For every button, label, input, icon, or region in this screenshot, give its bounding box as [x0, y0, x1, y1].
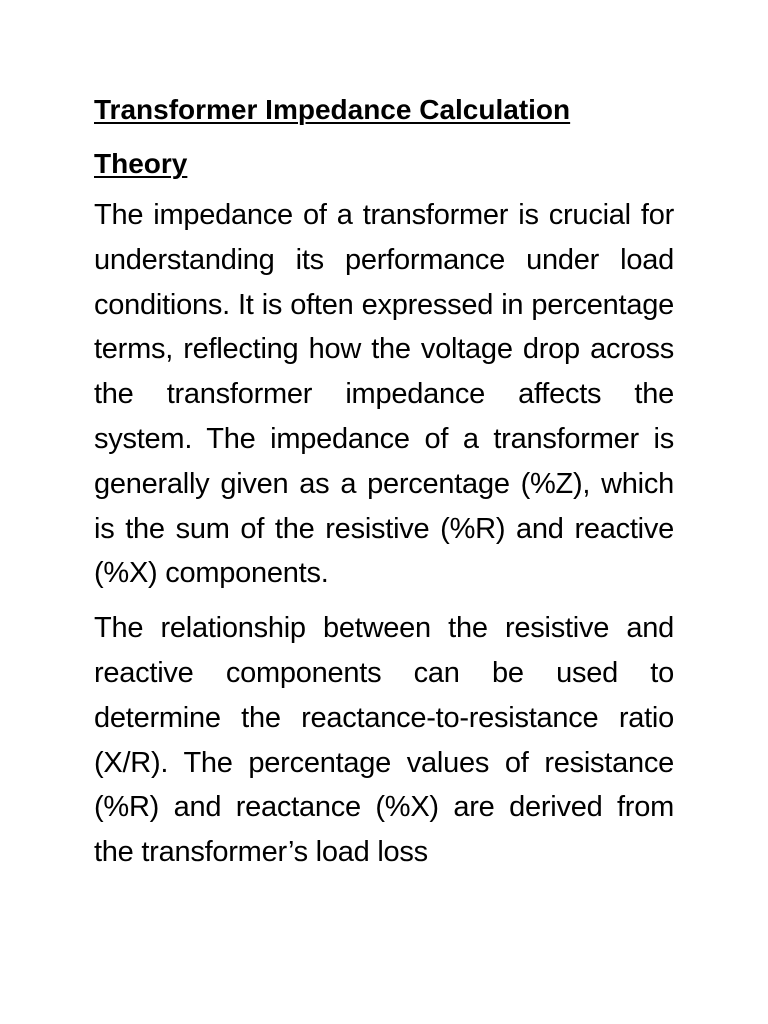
paragraph-2: The relationship between the resistive and reactive components can be used to determine the reactance-to-resistance ratio (X/R). The percentage values of resistance (%R) and reactance (%X) are derived from the transformer’s load loss: [94, 612, 674, 869]
document-page: [94, 88, 674, 875]
document-title: Transformer Impedance Calculation: [94, 94, 571, 125]
section-heading: Theory: [94, 148, 188, 179]
paragraph-1: The impedance of a transformer is crucial for understanding its performance under load conditions. It is often expressed in percentage terms, reflecting how the voltage drop across the transformer impedance affects the system. The impedance of a transformer is generally given as a percentage (%Z), which is the sum of the resistive (%R) and reactive (%X) components.: [94, 199, 674, 590]
